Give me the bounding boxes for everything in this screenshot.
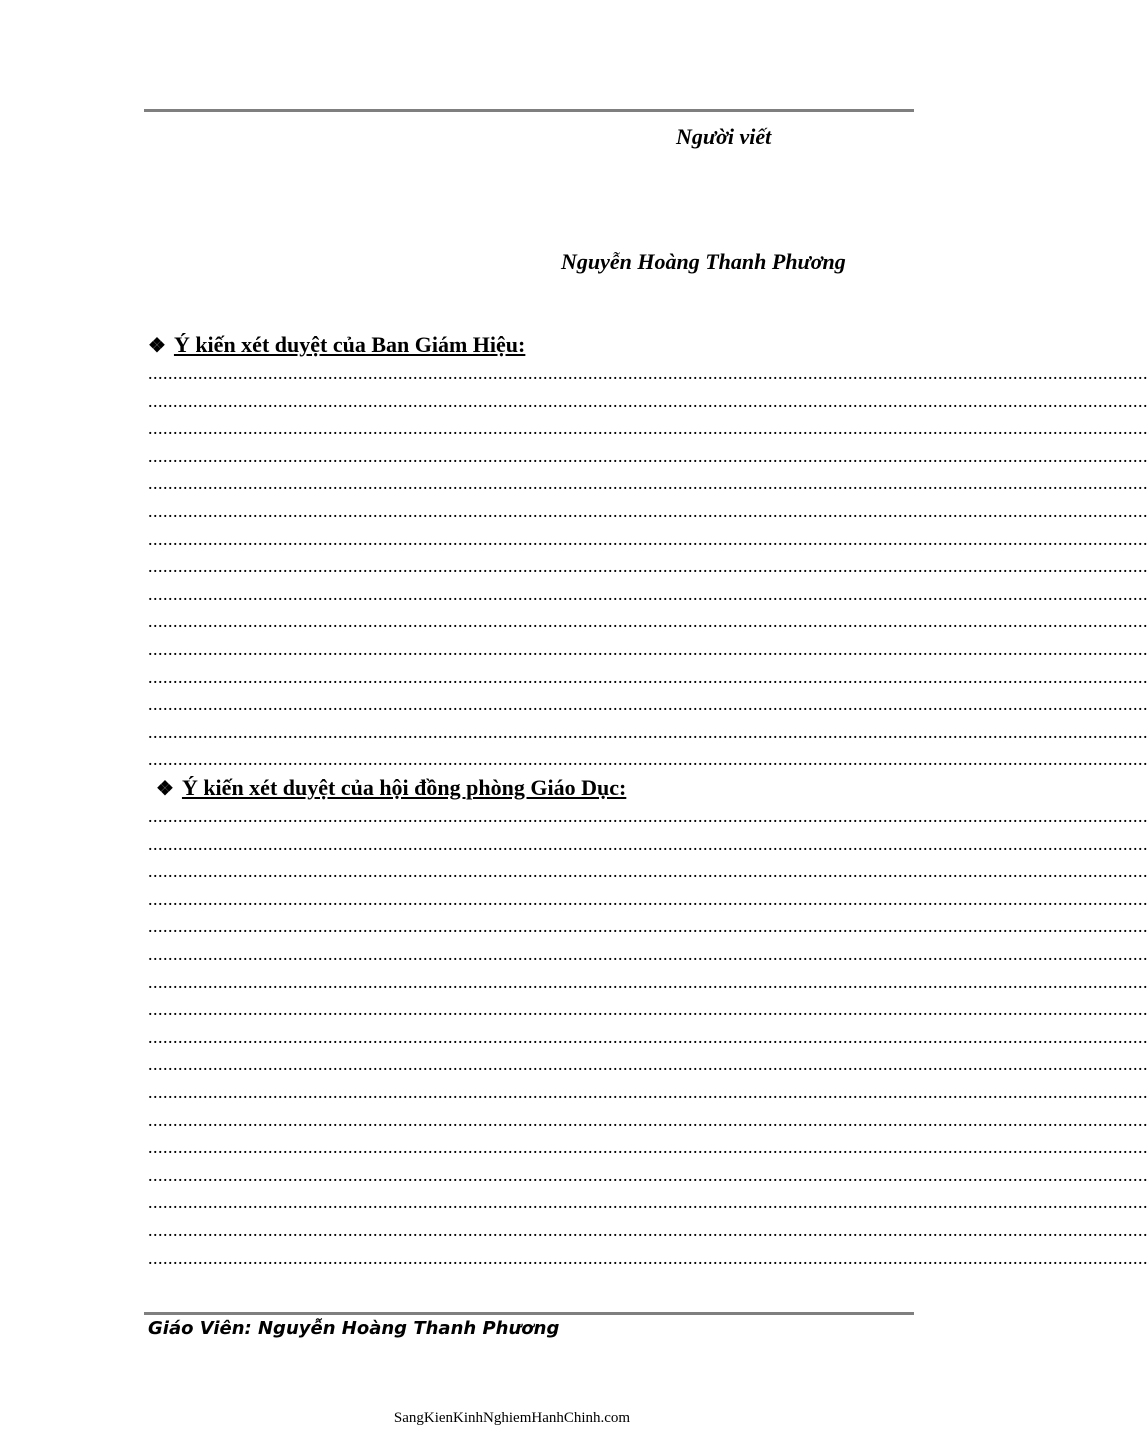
dotted-line: ........................................................................................................................................................................................................ bbox=[148, 749, 1148, 770]
dotted-line: ........................................................................................................................................................................................................ bbox=[148, 528, 1148, 549]
dotted-line: ........................................................................................................................................................................................................ bbox=[148, 638, 1148, 659]
diamond-bullet-icon: ❖ bbox=[156, 778, 174, 800]
footer-teacher: Giáo Viên: Nguyễn Hoàng Thanh Phương bbox=[148, 1318, 560, 1339]
dotted-line: ........................................................................................................................................................................................................ bbox=[148, 390, 1148, 411]
dotted-line: ........................................................................................................................................................................................................ bbox=[148, 971, 1148, 992]
dotted-line: ........................................................................................................................................................................................................ bbox=[148, 916, 1148, 937]
footer-rule bbox=[144, 1312, 914, 1315]
dotted-lines bbox=[148, 803, 1148, 1272]
dotted-line: ........................................................................................................................................................................................................ bbox=[148, 694, 1148, 715]
section-title: Ý kiến xét duyệt của Ban Giám Hiệu: bbox=[173, 332, 526, 357]
dotted-line: ........................................................................................................................................................................................................ bbox=[148, 556, 1148, 577]
dotted-lines bbox=[148, 360, 1148, 774]
dotted-line: ........................................................................................................................................................................................................ bbox=[148, 1192, 1148, 1213]
signer-name: Nguyễn Hoàng Thanh Phương bbox=[561, 249, 846, 274]
signer-label: Người viết bbox=[676, 124, 772, 149]
dotted-line: ........................................................................................................................................................................................................ bbox=[148, 1054, 1148, 1075]
dotted-line: ........................................................................................................................................................................................................ bbox=[148, 611, 1148, 632]
dotted-line: ........................................................................................................................................................................................................ bbox=[148, 943, 1148, 964]
dotted-line: ........................................................................................................................................................................................................ bbox=[148, 1026, 1148, 1047]
dotted-line: ........................................................................................................................................................................................................ bbox=[148, 1109, 1148, 1130]
dotted-line: ........................................................................................................................................................................................................ bbox=[148, 666, 1148, 687]
dotted-line: ........................................................................................................................................................................................................ bbox=[148, 1164, 1148, 1185]
principal-review-section bbox=[148, 330, 1148, 774]
header-rule bbox=[144, 109, 914, 112]
diamond-bullet-icon: ❖ bbox=[148, 335, 166, 357]
dotted-line: ........................................................................................................................................................................................................ bbox=[148, 473, 1148, 494]
section-heading bbox=[148, 330, 908, 360]
section-heading bbox=[148, 773, 908, 803]
dotted-line: ........................................................................................................................................................................................................ bbox=[148, 1081, 1148, 1102]
footer-website: SangKienKinhNghiemHanhChinh.com bbox=[393, 1410, 631, 1426]
dotted-line: ........................................................................................................................................................................................................ bbox=[148, 806, 1148, 826]
dotted-line: ........................................................................................................................................................................................................ bbox=[148, 583, 1148, 604]
dotted-line: ........................................................................................................................................................................................................ bbox=[148, 500, 1148, 521]
education-board-review-section bbox=[148, 773, 1148, 1272]
dotted-line: ........................................................................................................................................................................................................ bbox=[148, 999, 1148, 1020]
dotted-line: ........................................................................................................................................................................................................ bbox=[148, 1219, 1148, 1240]
dotted-line: ........................................................................................................................................................................................................ bbox=[148, 721, 1148, 742]
dotted-line: ........................................................................................................................................................................................................ bbox=[148, 1247, 1148, 1268]
dotted-line: ........................................................................................................................................................................................................ bbox=[148, 861, 1148, 882]
dotted-line: ........................................................................................................................................................................................................ bbox=[148, 363, 1148, 383]
dotted-line: ........................................................................................................................................................................................................ bbox=[148, 445, 1148, 466]
dotted-line: ........................................................................................................................................................................................................ bbox=[148, 1137, 1148, 1158]
dotted-line: ........................................................................................................................................................................................................ bbox=[148, 833, 1148, 854]
dotted-line: ........................................................................................................................................................................................................ bbox=[148, 418, 1148, 439]
section-title: Ý kiến xét duyệt của hội đồng phòng Giáo Dục: bbox=[181, 775, 627, 800]
dotted-line: ........................................................................................................................................................................................................ bbox=[148, 888, 1148, 909]
